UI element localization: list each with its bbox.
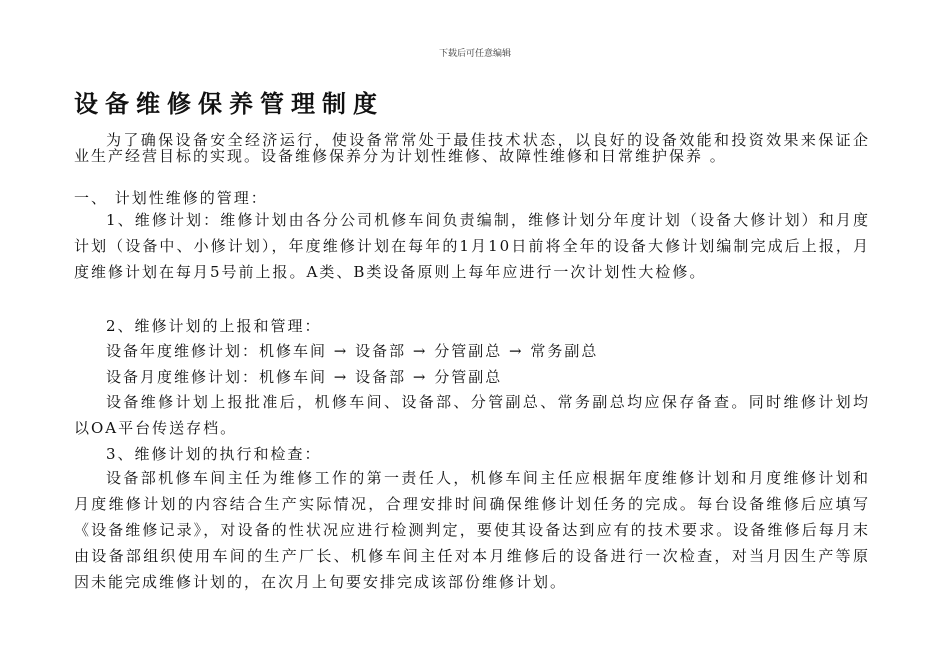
intro-paragraph: 为了确保设备安全经济运行，使设备常常处于最佳技术状态，以良好的设备效能和投资效果来保证企业生产经营目标的实现。设备维修保养分为计划性维修、故障性维修和日常维护保养 。 <box>74 131 870 165</box>
item-3-body: 设备部机修车间主任为维修工作的第一责任人，机修车间主任应根据年度维修计划和月度维修计划和月度维修计划的内容结合生产实际情况，合理安排时间确保维修计划任务的完成。每台设备维修后应填写《设备维修记录》，对设备的性状况应进行检测判定，要使其设备达到应有的技术要求。设备维修后每月末由设备部组织使用车间的生产厂长、机修车间主任对本月维修后的设备进行一次检查，对当月因生产等原因未能完成维修计划的，在次月上旬要安排完成该部份维修计划。 <box>74 469 870 591</box>
item-3-heading: 3、维修计划的执行和检查： <box>106 445 322 463</box>
section-1-heading: 一、 计划性维修的管理： <box>74 189 268 207</box>
item-1-paragraph: 1、维修计划：维修计划由各分公司机修车间负责编制，维修计划分年度计划（设备大修计划）和月度计划（设备中、小修计划），年度维修计划在每年的1月10日前将全年的设备大修计划编制完成后上报，月度维修计划在每月5号前上报。A类、B类设备原则上每年应进行一次计划性大检修。 <box>74 211 870 281</box>
page-header-note: 下载后可任意编辑 <box>438 49 511 59</box>
item-2-body: 设备维修计划上报批准后，机修车间、设备部、分管副总、常务副总均应保存备查。同时维修计划均以OA平台传送存档。 <box>74 393 870 437</box>
monthly-plan-flow: 设备月度维修计划：机修车间 → 设备部 → 分管副总 <box>106 368 503 386</box>
annual-plan-flow: 设备年度维修计划：机修车间 → 设备部 → 分管副总 → 常务副总 <box>106 342 599 360</box>
item-2-heading: 2、维修计划的上报和管理： <box>106 317 322 335</box>
document-title: 设备维修保养管理制度 <box>74 90 384 118</box>
